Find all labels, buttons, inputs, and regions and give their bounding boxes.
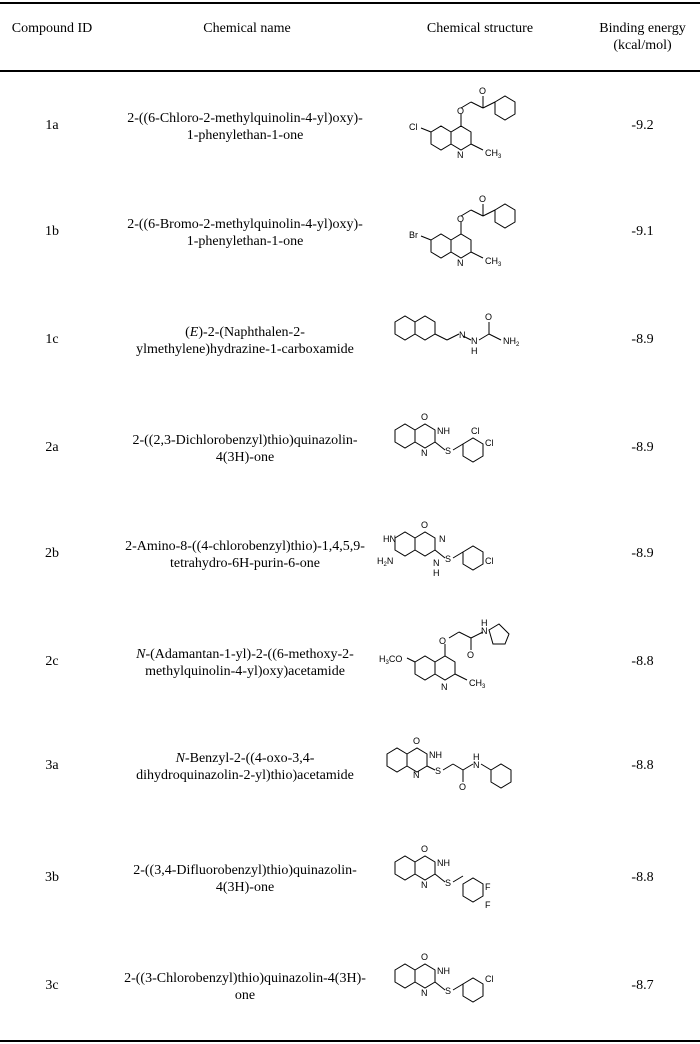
atom-nh: NH	[437, 966, 450, 976]
binding-energy: -8.9	[631, 332, 654, 347]
binding-energy: -8.9	[631, 440, 654, 455]
chemical-name-line2: ylmethylene)hydrazine-1-carboxamide	[136, 342, 354, 357]
bond	[395, 424, 415, 448]
bond	[443, 764, 453, 770]
atom-n: N	[421, 448, 428, 458]
atom-n: N	[471, 336, 478, 346]
header-binding-energy-line1: Binding energy	[599, 21, 686, 36]
chemical-name	[100, 110, 390, 144]
atom-s: S	[445, 986, 452, 996]
chemical-name-line1: 2-((6-Bromo-2-methylquinolin-4-yl)oxy)-	[127, 217, 363, 232]
chemical-name	[100, 970, 390, 1004]
name-italic: N	[175, 751, 185, 766]
bond	[481, 764, 491, 770]
chemical-name-line1: 2-Amino-8-((4-chlorobenzyl)thio)-1,4,5,9-	[125, 539, 365, 554]
atom-o: O	[421, 844, 429, 854]
compound-id: 1b	[45, 224, 59, 239]
table-row	[0, 178, 700, 286]
bond	[435, 334, 447, 340]
atom-cl: Cl	[485, 974, 494, 984]
bond	[395, 532, 415, 556]
atom-cl: Cl	[471, 426, 480, 436]
chemical-name-line2: dihydroquinazolin-2-yl)thio)acetamide	[136, 768, 354, 783]
bond	[449, 632, 459, 638]
binding-energy: -8.8	[631, 654, 654, 669]
header-compound-id: Compound ID	[11, 21, 93, 36]
structure-3a-svg	[375, 718, 555, 818]
bond	[447, 334, 459, 340]
bond	[483, 102, 495, 108]
structure-1a-svg	[375, 70, 555, 170]
atom-halogen: Br	[409, 230, 418, 240]
bond	[415, 856, 435, 880]
structure-1b-svg	[375, 178, 555, 278]
chemical-name	[100, 862, 390, 896]
atom-halogen: Cl	[409, 122, 418, 132]
bond	[421, 128, 431, 132]
chemical-name	[100, 432, 390, 466]
table-row	[0, 934, 700, 1042]
atom-o: O	[479, 86, 487, 96]
header-binding-energy	[585, 20, 700, 54]
atom-n: N	[457, 150, 464, 160]
chemical-name-line2: methylquinolin-4-yl)oxy)acetamide	[145, 664, 345, 679]
bond	[463, 546, 483, 570]
table-top-rule	[0, 2, 700, 4]
bond	[435, 656, 455, 680]
atom-o: O	[439, 636, 447, 646]
chemical-name-line2: 1-phenylethan-1-one	[186, 234, 304, 249]
structure-3b-svg	[375, 826, 555, 926]
atom-n: N	[481, 626, 488, 636]
bond	[407, 658, 415, 662]
binding-energy: -9.2	[631, 118, 654, 133]
bond	[431, 234, 451, 258]
bond	[491, 764, 511, 788]
binding-energy: -8.7	[631, 978, 654, 993]
chemical-name	[100, 646, 390, 680]
compound-id: 1a	[45, 118, 59, 133]
atom-nh: NH	[437, 858, 450, 868]
compound-id: 2a	[45, 440, 59, 455]
atom-o: O	[457, 214, 465, 224]
table-bottom-rule	[0, 1040, 700, 1042]
binding-energy: -9.1	[631, 224, 654, 239]
bond	[431, 126, 451, 150]
atom-n: N	[459, 330, 466, 340]
bond	[435, 550, 445, 558]
structure-2c-svg	[375, 610, 555, 710]
atom-methyl: $CH_3$	[469, 678, 486, 690]
chemical-structure	[375, 286, 555, 386]
chemical-structure	[375, 610, 555, 710]
atom-o: O	[413, 736, 421, 746]
atom-o: O	[479, 194, 487, 204]
bond	[495, 96, 515, 120]
atom-h: H	[481, 618, 488, 628]
bond	[395, 964, 415, 988]
compound-id: 1c	[45, 332, 59, 347]
structure-1c-svg	[375, 286, 555, 386]
table-row	[0, 502, 700, 610]
bond	[451, 126, 471, 150]
compound-id: 3c	[45, 978, 59, 993]
structure-3c-svg	[375, 934, 555, 1034]
bond	[415, 316, 435, 340]
structure-2b-svg	[375, 502, 555, 602]
chemical-name	[100, 750, 390, 784]
chemical-name-line1: N-(Adamantan-1-yl)-2-((6-methoxy-2-	[136, 647, 354, 662]
atom-o: O	[421, 952, 429, 962]
chemical-structure	[375, 934, 555, 1034]
bond	[427, 766, 435, 770]
name-italic: N	[136, 647, 146, 662]
bond	[479, 334, 489, 340]
atom-s: S	[435, 766, 442, 776]
bond	[463, 764, 473, 770]
bond	[471, 144, 483, 150]
bond	[421, 236, 431, 240]
chemical-name-line2: 4(3H)-one	[215, 880, 275, 895]
atom-n: N	[439, 534, 446, 544]
atom-f: F	[485, 900, 491, 910]
bond	[471, 252, 483, 258]
binding-energy: -8.8	[631, 758, 654, 773]
chemical-structure	[375, 826, 555, 926]
chemical-structure	[375, 502, 555, 602]
bond	[453, 764, 463, 770]
atom-hn: HN	[383, 534, 396, 544]
binding-energy: -8.9	[631, 546, 654, 561]
atom-h: H	[433, 568, 440, 578]
atom-cl: Cl	[485, 556, 494, 566]
bond	[415, 964, 435, 988]
bond	[453, 552, 463, 558]
chemical-name	[100, 216, 390, 250]
atom-o: O	[421, 520, 429, 530]
chemical-name-line2: 4(3H)-one	[215, 450, 275, 465]
chemical-name	[100, 538, 390, 572]
compound-id: 3a	[45, 758, 59, 773]
binding-energy: -8.8	[631, 870, 654, 885]
table-row	[0, 718, 700, 826]
bond	[483, 210, 495, 216]
bond	[459, 632, 471, 638]
atom-n: N	[421, 988, 428, 998]
bond	[435, 442, 445, 450]
chemical-name-line2: one	[234, 988, 256, 1003]
bond	[453, 444, 463, 450]
compound-id: 3b	[45, 870, 59, 885]
atom-nh: N	[433, 558, 440, 568]
atom-h: H	[473, 752, 480, 762]
table-row	[0, 394, 700, 502]
chemical-name-line1: (E)-2-(Naphthalen-2-	[185, 325, 305, 340]
atom-o: O	[467, 650, 475, 660]
chemical-structure	[375, 178, 555, 278]
name-prefix: E	[189, 325, 199, 340]
bond	[415, 424, 435, 448]
structure-2a-svg	[375, 394, 555, 494]
bond	[463, 438, 483, 462]
atom-n: N	[421, 880, 428, 890]
atom-f: F	[485, 882, 491, 892]
atom-n: N	[457, 258, 464, 268]
atom-o: O	[459, 782, 467, 792]
bond	[435, 982, 445, 990]
bond	[455, 674, 467, 680]
bond	[395, 856, 415, 880]
atom-nh: NH	[429, 750, 442, 760]
bond	[435, 874, 445, 882]
header-chemical-structure: Chemical structure	[426, 21, 534, 36]
atom-n: N	[413, 770, 420, 780]
chemical-structure	[375, 394, 555, 494]
chemical-name-line1: 2-((2,3-Dichlorobenzyl)thio)quinazolin-	[132, 433, 358, 448]
chemical-name-line2: tetrahydro-6H-purin-6-one	[169, 556, 321, 571]
table-row	[0, 610, 700, 718]
atom-cl: Cl	[485, 438, 494, 448]
atom-methyl: $CH_3$	[485, 148, 502, 160]
atom-s: S	[445, 878, 452, 888]
bond	[451, 234, 471, 258]
bond	[415, 532, 435, 556]
atom-h2n: $H_2N$	[377, 556, 394, 568]
atom-o: O	[457, 106, 465, 116]
table-row	[0, 286, 700, 394]
chemical-name-line1: 2-((6-Chloro-2-methylquinolin-4-yl)oxy)-	[127, 111, 363, 126]
atom-nh2: $NH_2$	[503, 336, 520, 348]
atom-methoxy: $H_3CO$	[379, 654, 403, 666]
atom-n: N	[473, 760, 480, 770]
chemical-structure	[375, 70, 555, 170]
bond	[453, 984, 463, 990]
compound-id: 2b	[45, 546, 59, 561]
bond	[489, 334, 501, 340]
header-chemical-name: Chemical name	[203, 21, 291, 36]
bond	[407, 748, 427, 772]
bond	[489, 624, 509, 644]
header-binding-energy-line2: (kcal/mol)	[613, 38, 672, 53]
atom-o: O	[421, 412, 429, 422]
atom-n: N	[441, 682, 448, 692]
atom-s: S	[445, 554, 452, 564]
atom-o: O	[485, 312, 493, 322]
atom-methyl: $CH_3$	[485, 256, 502, 268]
bond	[463, 978, 483, 1002]
chemical-name-line1: N-Benzyl-2-((4-oxo-3,4-	[175, 751, 315, 766]
chemical-name-line2: 1-phenylethan-1-one	[186, 128, 304, 143]
bond	[415, 656, 435, 680]
bond	[387, 748, 407, 772]
chemical-name-line1: 2-((3-Chlorobenzyl)thio)quinazolin-4(3H)-	[124, 971, 366, 986]
chemical-structure	[375, 718, 555, 818]
atom-s: S	[445, 446, 452, 456]
bond	[471, 102, 483, 108]
bond	[463, 878, 483, 902]
table-row	[0, 70, 700, 178]
bond	[395, 316, 415, 340]
chemical-name	[100, 324, 390, 358]
table-row	[0, 826, 700, 934]
bond	[453, 876, 463, 882]
bond	[471, 210, 483, 216]
atom-nh: NH	[437, 426, 450, 436]
compound-id: 2c	[45, 654, 59, 669]
atom-h: H	[471, 346, 478, 356]
chemical-name-line1: 2-((3,4-Difluorobenzyl)thio)quinazolin-	[133, 863, 357, 878]
bond	[495, 204, 515, 228]
